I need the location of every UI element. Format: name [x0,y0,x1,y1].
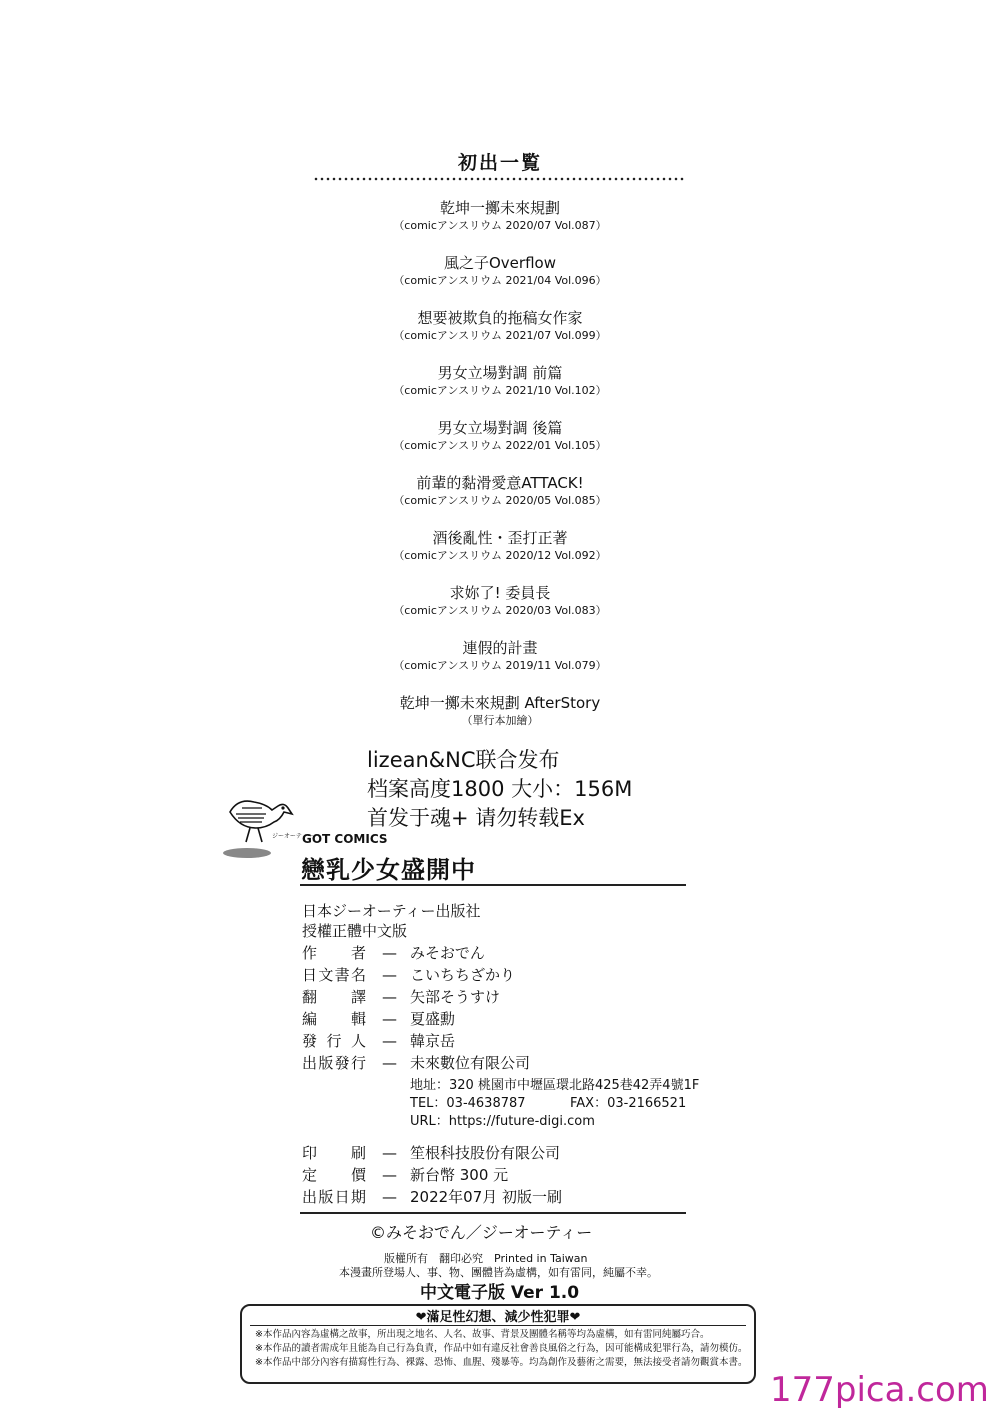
toc-item-title: 酒後亂性・歪打正著 [432,529,568,547]
toc-list [0,196,1000,746]
notice-line: ※本作品內容為虛構之故事，所出現之地名、人名、故事、背景及團體名稱等均為虛構，如有雷同純屬巧合。 [255,1329,710,1340]
credit-row [302,1186,722,1208]
book-title: 戀乳少女盛開中 [301,856,476,884]
credit-label: 編輯 [302,1010,366,1028]
divider-rule [300,884,686,886]
credit-row [302,986,722,1008]
toc-item-source: （comicアンスリウム 2020/03 Vol.083） [393,604,607,617]
notice-line: ※本作品的讀者需成年且能為自己行為負責，作品中如有違反社會善良風俗之行為，因可能構成犯罪行為，請勿模仿。 [255,1343,748,1354]
toc-item-title: 乾坤一擲未來規劃 [439,199,560,217]
credit-row [302,1164,722,1186]
publisher-bird-logo [222,780,314,860]
disclaimer-line: 本漫畫所登場人、事、物、團體皆為虛構，如有雷同，純屬不幸。 [339,1266,658,1279]
toc-item-title: 乾坤一擲未來規劃 AfterStory [399,694,601,712]
toc-item-source: （comicアンスリウム 2020/07 Vol.087） [393,219,607,232]
toc-item [0,691,1000,746]
toc-item-source: （comicアンスリウム 2020/05 Vol.085） [393,494,607,507]
tel-line: TEL：03-4638787 [410,1096,526,1111]
credit-label: 日文書名 [302,966,366,984]
toc-item-title: 前輩的黏滑愛意ATTACK! [416,474,584,492]
publisher-line: 日本ジーオーティー出版社 [302,902,481,920]
credit-row [302,964,722,986]
toc-item-title: 風之子Overflow [444,254,556,272]
toc-item [0,416,1000,471]
toc-item-title: 男女立場對調 前篇 [437,364,563,382]
notice-line: ※本作品中部分內容有描寫性行為、裸露、恐怖、血腥、殘暴等。均為創作及藝術之需要，無法接受者請勿觀賞本書。 [255,1357,748,1368]
release-note-line-1: lizean&NC联合发布 [367,748,560,772]
toc-item [0,361,1000,416]
credit-label: 出版日期 [302,1188,366,1206]
credit-value: 新台幣 300 元 [410,1166,509,1184]
divider-rule [300,1212,686,1214]
dotted-divider [313,176,685,182]
credit-label: 印刷 [302,1144,366,1162]
credit-value: こいちちざかり [410,966,516,984]
credit-dash: — [382,966,397,984]
credit-row [302,1030,722,1052]
credit-row [302,1142,722,1164]
credit-value: 2022年07月 初版一刷 [410,1188,563,1206]
toc-item-title: 想要被欺負的拖稿女作家 [417,309,583,327]
credit-dash: — [382,944,397,962]
notice-header: ❤滿足性幻想、減少性犯罪❤ [415,1310,581,1325]
credit-dash: — [382,1188,397,1206]
toc-item-source: （單行本加繪） [461,714,539,727]
toc-item-title: 求妳了! 委員長 [449,584,551,602]
credit-label: 翻譯 [302,988,366,1006]
credit-row [302,942,722,964]
credit-label: 出版發行 [302,1054,366,1072]
credit-label: 作者 [302,944,366,962]
toc-item-source: （comicアンスリウム 2021/07 Vol.099） [393,329,607,342]
series-label: GOT COMICS [302,832,388,846]
toc-item-source: （comicアンスリウム 2020/12 Vol.092） [393,549,607,562]
notice-divider [250,1325,746,1326]
credit-dash: — [382,1032,397,1050]
toc-item-source: （comicアンスリウム 2021/10 Vol.102） [393,384,607,397]
toc-item-source: （comicアンスリウム 2022/01 Vol.105） [393,439,607,452]
toc-item [0,581,1000,636]
rights-line: 版權所有 翻印必究 Printed in Taiwan [384,1252,588,1265]
toc-item [0,251,1000,306]
release-note-line-2: 档案高度1800 大小：156M [367,777,633,801]
credit-value: 夏盛勳 [410,1010,456,1028]
toc-item [0,526,1000,581]
credit-dash: — [382,1166,397,1184]
toc-item-source: （comicアンスリウム 2021/04 Vol.096） [393,274,607,287]
credit-value: 矢部そうすけ [410,988,501,1006]
credit-dash: — [382,1054,397,1072]
fax-line: FAX：03-2166521 [570,1096,687,1111]
site-watermark: 177pica.com [770,1370,989,1410]
credit-label: 發行人 [302,1032,366,1050]
credit-dash: — [382,988,397,1006]
credit-value: 笙根科技股份有限公司 [410,1144,561,1162]
toc-item [0,196,1000,251]
release-note-line-3: 首发于魂+ 请勿转载Ex [367,806,585,830]
credit-dash: — [382,1144,397,1162]
toc-item [0,471,1000,526]
toc-title: 初出一覧 [457,152,542,174]
toc-item-title: 連假的計畫 [462,639,538,657]
toc-item [0,306,1000,361]
credit-value: みそおでん [410,944,485,962]
toc-item [0,636,1000,691]
credit-dash: — [382,1010,397,1028]
credit-label: 定價 [302,1166,366,1184]
credit-row [302,1052,722,1074]
credit-value: 韓京岳 [410,1032,456,1050]
copyright-line: ©みそおでん／ジーオーティー [370,1223,593,1242]
version-label: 中文電子版 Ver 1.0 [420,1283,580,1303]
toc-item-source: （comicアンスリウム 2019/11 Vol.079） [393,659,607,672]
credit-value: 未來數位有限公司 [410,1054,531,1072]
credit-row [302,1008,722,1030]
address-line: 地址：320 桃園市中壢區環北路425巷42弄4號1F [410,1078,700,1093]
logo-label: ジーオーティー [272,833,314,840]
url-line: URL：https://future-digi.com [410,1114,595,1129]
license-line: 授權正體中文版 [302,922,408,940]
toc-item-title: 男女立場對調 後篇 [437,419,563,437]
